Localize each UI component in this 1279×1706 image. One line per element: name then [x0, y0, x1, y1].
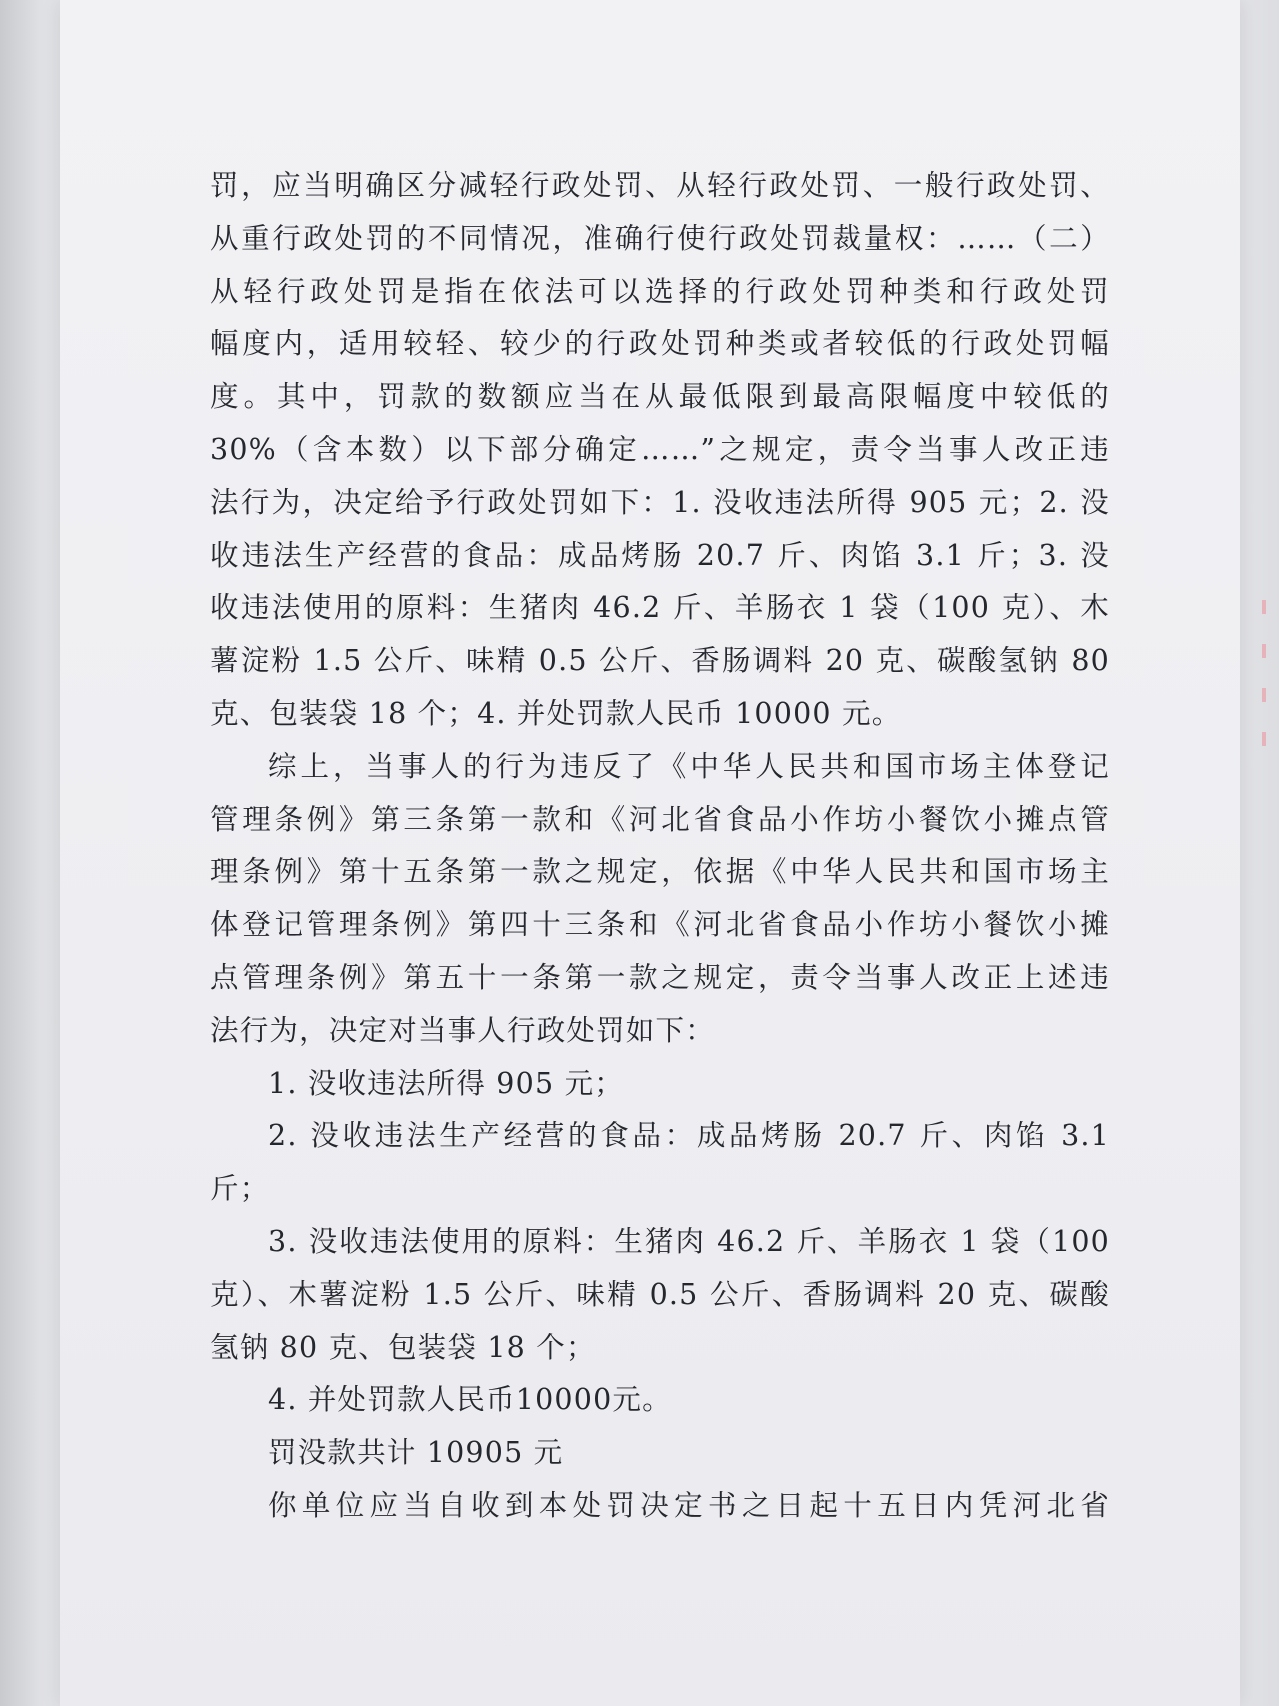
text-line: 罚，应当明确区分减轻行政处罚、从轻行政处罚、一般行政处罚、: [210, 169, 1110, 202]
text-line: 幅度内，适用较轻、较少的行政处罚种类或者较低的行政处罚幅: [210, 327, 1110, 361]
text-line: 管理条例》第三条第一款和《河北省食品小作坊小餐饮小摊点管: [210, 802, 1110, 836]
text-line: 2. 没收违法生产经营的食品：成品烤肠 20.7 斤、肉馅 3.1: [268, 1119, 1110, 1153]
text-line: 3. 没收违法使用的原料：生猪肉 46.2 斤、羊肠衣 1 袋（100: [268, 1224, 1110, 1258]
text-line: 1. 没收违法所得 905 元；: [268, 1066, 624, 1100]
text-line: 氢钠 80 克、包装袋 18 个；: [210, 1330, 596, 1364]
text-line: 理条例》第十五条第一款之规定，依据《中华人民共和国市场主: [210, 855, 1110, 889]
text-line: 薯淀粉 1.5 公斤、味精 0.5 公斤、香肠调料 20 克、碳酸氢钠 80: [210, 644, 1110, 678]
text-line: 体登记管理条例》第四十三条和《河北省食品小作坊小餐饮小摊: [210, 908, 1110, 942]
text-line: 收违法生产经营的食品：成品烤肠 20.7 斤、肉馅 3.1 斤；3. 没: [210, 538, 1110, 572]
document-body: [210, 160, 1110, 1533]
text-line: 克、包装袋 18 个；4. 并处罚款人民币 10000 元。: [210, 696, 902, 730]
text-line: 收违法使用的原料：生猪肉 46.2 斤、羊肠衣 1 袋（100 克）、木: [210, 591, 1110, 625]
text-line: 度。其中，罚款的数额应当在从最低限到最高限幅度中较低的: [210, 380, 1110, 414]
text-line: 从轻行政处罚是指在依法可以选择的行政处罚种类和行政处罚: [210, 274, 1110, 308]
text-line: 4. 并处罚款人民币10000元。: [268, 1383, 672, 1417]
text-line: 法行为，决定给予行政处罚如下：1. 没收违法所得 905 元；2. 没: [210, 485, 1110, 519]
text-line: 法行为，决定对当事人行政处罚如下：: [210, 1013, 715, 1047]
text-line: 斤；: [210, 1172, 270, 1206]
text-line: 克）、木薯淀粉 1.5 公斤、味精 0.5 公斤、香肠调料 20 克、碳酸: [210, 1277, 1110, 1311]
text-line: 30%（含本数）以下部分确定……”之规定，责令当事人改正违: [210, 432, 1110, 466]
text-line: 你单位应当自收到本处罚决定书之日起十五日内凭河北省: [268, 1488, 1110, 1522]
text-line: 从重行政处罚的不同情况，准确行使行政处罚裁量权：……（二）: [210, 221, 1110, 255]
text-line: 罚没款共计 10905 元: [268, 1436, 564, 1470]
text-line: 点管理条例》第五十一条第一款之规定，责令当事人改正上述违: [210, 960, 1110, 994]
seal-edge-mark: [1262, 600, 1267, 800]
text-line: 综上，当事人的行为违反了《中华人民共和国市场主体登记: [268, 749, 1110, 783]
